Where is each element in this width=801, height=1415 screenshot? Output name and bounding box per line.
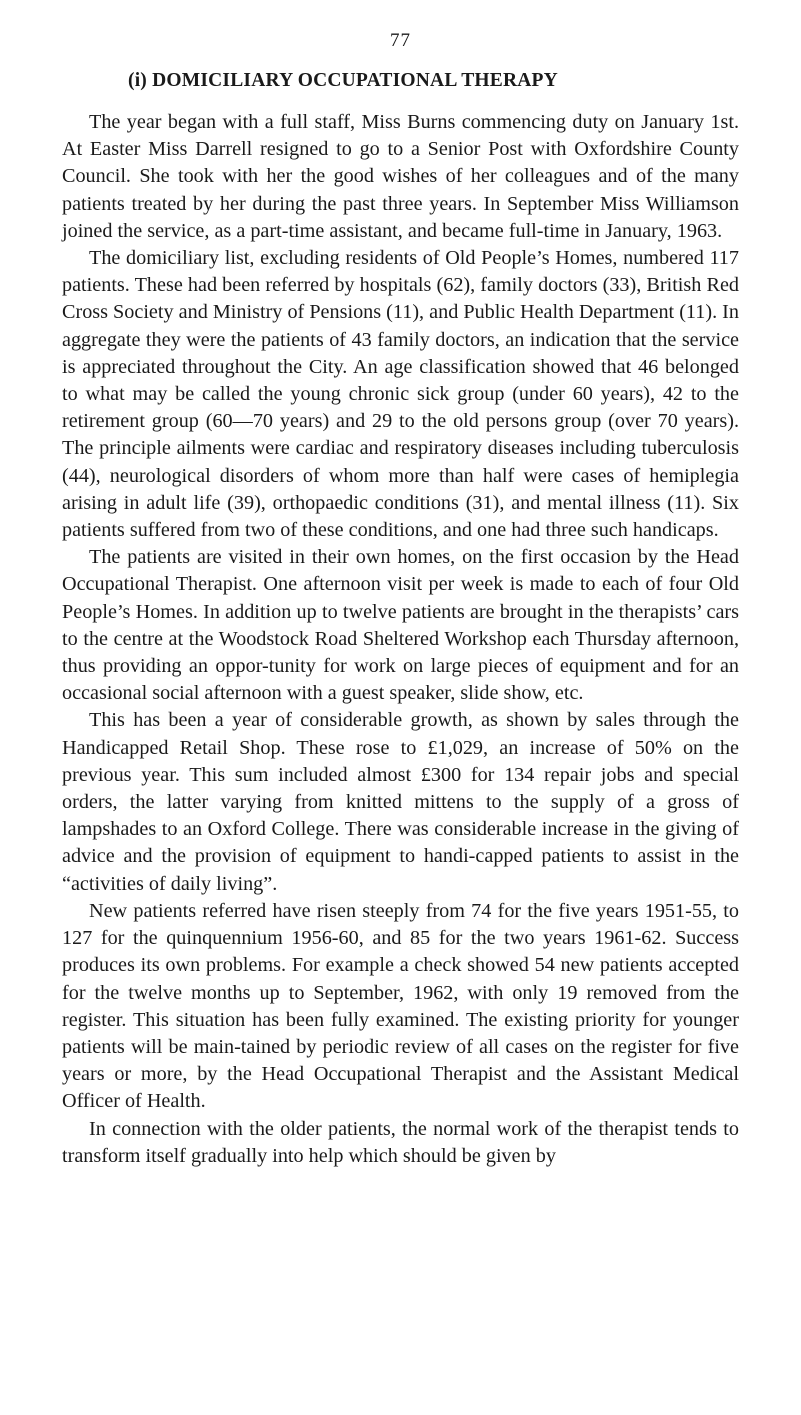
section-heading: (i) DOMICILIARY OCCUPATIONAL THERAPY xyxy=(128,70,558,91)
paragraph-retail-shop: This has been a year of considerable growth, as shown by sales through the Handicapped Retail Shop. These rose to £1,029, an increase of 50% on the previous year. This sum included almost £300 for 134 repair jobs and special orders, the latter varying from knitted mittens to the supply of a gross of lampshades to an Oxford College. There was considerable increase in the giving of advice and the provision of equipment to handi-capped patients to assist in the “activities of daily living”. xyxy=(62,709,739,895)
paragraph-older-patients: In connection with the older patients, the normal work of the therapist tends to transform itself gradually into help which should be given by xyxy=(62,1117,739,1167)
page-number: 77 xyxy=(390,30,411,51)
paragraph-staff: The year began with a full staff, Miss Burns commencing duty on January 1st. At Easter Miss Darrell resigned to go to a Senior Post with Oxfordshire County Council. She took with her the good wishes of her colleagues and of the many patients treated by her during the past three years. In September Miss Williamson joined the service, as a part-time assistant, and became full-time in January, 1963. xyxy=(62,111,739,242)
paragraph-domiciliary-list: The domiciliary list, excluding residents of Old People’s Homes, numbered 117 patients. These had been referred by hospitals (62), family doctors (33), British Red Cross Society and Ministry of Pensions (11), and Public Health Department (11). In aggregate they were the patients of 43 family doctors, an indication that the service is appreciated throughout the City. An age classification showed that 46 belonged to what may be called the young chronic sick group (under 60 years), 42 to the retirement group (60—70 years) and 29 to the old persons group (over 70 years). The principle ailments were cardiac and respiratory diseases including tuberculosis (44), neurological disorders of whom more than half were cases of hemiplegia arising in adult life (39), orthopaedic conditions (31), and mental illness (11). Six patients suffered from two of these conditions, and one had three such handicaps. xyxy=(62,247,739,542)
paragraph-home-visits: The patients are visited in their own homes, on the first occasion by the Head Occupational Therapist. One afternoon visit per week is made to each of four Old People’s Homes. In addition up to twelve patients are brought in the therapists’ cars to the centre at the Woodstock Road Sheltered Workshop each Thursday afternoon, thus providing an oppor-tunity for work on large pieces of equipment and for an occasional social afternoon with a guest speaker, slide show, etc. xyxy=(62,546,739,705)
paragraph-new-patients: New patients referred have risen steeply from 74 for the five years 1951-55, to 127 for the quinquennium 1956-60, and 85 for the two years 1961-62. Success produces its own problems. For example a check showed 54 new patients accepted for the twelve months up to September, 1962, with only 19 removed from the register. This situation has been fully examined. The existing priority for younger patients will be main-tained by periodic review of all cases on the register for five years or more, by the Head Occupational Therapist and the Assistant Medical Officer of Health. xyxy=(62,899,739,1113)
document-page xyxy=(62,30,739,1170)
